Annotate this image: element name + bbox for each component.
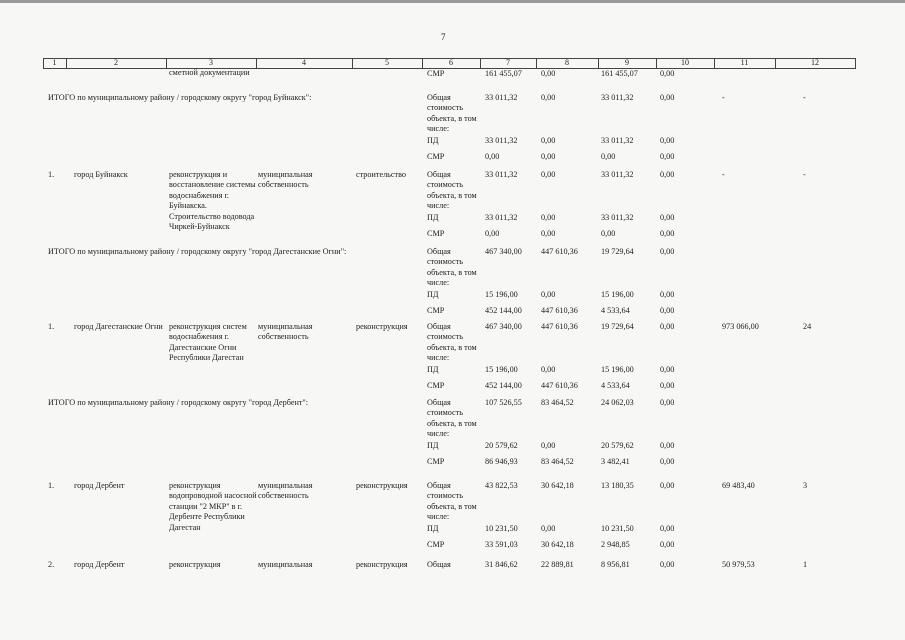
value-cell-v7: 10 231,50 [485, 524, 518, 533]
value-cell-v8: 0,00 [541, 365, 556, 374]
value-cell-v12: 3 [803, 481, 808, 490]
scan-top-edge [0, 0, 905, 3]
continued-cell-v9: 161 455,07 [601, 69, 638, 78]
cost-line-label: СМР [427, 229, 445, 238]
value-cell-v9: 0,00 [601, 229, 616, 238]
value-cell-v7: 33 591,03 [485, 540, 518, 549]
value-cell-v9: 33 011,32 [601, 136, 634, 145]
value-cell-v10: 0,00 [660, 170, 675, 179]
item-ownership: муниципальная собственность [258, 322, 313, 342]
cost-line-label: ПД [427, 213, 439, 222]
item-number: 2. [48, 560, 55, 569]
value-cell-v10: 0,00 [660, 152, 675, 161]
value-cell-v8: 447 610,36 [541, 381, 578, 390]
value-cell-v9: 15 196,00 [601, 365, 634, 374]
value-cell-v8: 0,00 [541, 524, 556, 533]
value-cell-v10: 0,00 [660, 136, 675, 145]
value-cell-v7: 107 526,55 [485, 398, 522, 407]
value-cell-v8: 0,00 [541, 170, 556, 179]
value-cell-v9: 4 533,64 [601, 381, 630, 390]
item-number: 1. [48, 322, 55, 331]
value-cell-v12: 1 [803, 560, 808, 569]
value-cell-v7: 33 011,32 [485, 213, 518, 222]
column-number-cell: 12 [811, 58, 819, 67]
item-city: город Буйнакск [74, 170, 128, 179]
value-cell-v9: 19 729,64 [601, 322, 634, 331]
cost-line-label: ПД [427, 365, 439, 374]
column-number-cell: 2 [114, 58, 118, 67]
value-cell-v7: 43 822,53 [485, 481, 518, 490]
value-cell-v9: 3 482,41 [601, 457, 630, 466]
value-cell-v10: 0,00 [660, 365, 675, 374]
cost-line-label: Общая стоимость объекта, в том числе: [427, 93, 477, 134]
value-cell-v9: 24 062,03 [601, 398, 634, 407]
item-ownership: муниципальная собственность [258, 170, 313, 190]
item-work-type: реконструкция [356, 481, 408, 490]
cost-line-label: СМР [427, 152, 445, 161]
item-name: реконструкция водопроводной насосной станции "2 МКР" в г. Дербенте Республики Дагестан [169, 481, 257, 532]
value-cell-v11: 973 066,00 [722, 322, 759, 331]
value-cell-v7: 15 196,00 [485, 365, 518, 374]
value-cell-v8: 447 610,36 [541, 306, 578, 315]
item-ownership: муниципальная [258, 560, 313, 569]
value-cell-v10: 0,00 [660, 290, 675, 299]
item-city: город Дагестанские Огни [74, 322, 163, 331]
value-cell-v8: 83 464,52 [541, 398, 574, 407]
cost-line-label: СМР [427, 381, 445, 390]
value-cell-v8: 447 610,36 [541, 322, 578, 331]
cost-line-label: Общая стоимость объекта, в том числе: [427, 481, 477, 522]
column-number-cell: 11 [740, 58, 749, 67]
cost-line-label: ПД [427, 441, 439, 450]
value-cell-v9: 13 180,35 [601, 481, 634, 490]
value-cell-v12: - [803, 93, 806, 102]
value-cell-v7: 20 579,62 [485, 441, 518, 450]
value-cell-v10: 0,00 [660, 441, 675, 450]
header-bottom-rule [43, 68, 855, 69]
value-cell-v9: 15 196,00 [601, 290, 634, 299]
item-number: 1. [48, 170, 55, 179]
cost-line-label: СМР [427, 540, 445, 549]
value-cell-v9: 33 011,32 [601, 93, 634, 102]
value-cell-v10: 0,00 [660, 229, 675, 238]
value-cell-v7: 467 340,00 [485, 247, 522, 256]
value-cell-v11: 69 483,40 [722, 481, 755, 490]
cost-line-label: ПД [427, 524, 439, 533]
cost-line-label: ПД [427, 136, 439, 145]
continued-cell-label: СМР [427, 69, 445, 78]
value-cell-v8: 83 464,52 [541, 457, 574, 466]
value-cell-v9: 10 231,50 [601, 524, 634, 533]
value-cell-v8: 0,00 [541, 213, 556, 222]
value-cell-v10: 0,00 [660, 481, 675, 490]
value-cell-v9: 33 011,32 [601, 170, 634, 179]
column-number-cell: 7 [506, 58, 510, 67]
item-work-type: реконструкция [356, 322, 408, 331]
cost-line-label: ПД [427, 290, 439, 299]
value-cell-v10: 0,00 [660, 93, 675, 102]
value-cell-v8: 30 642,18 [541, 540, 574, 549]
item-ownership: муниципальная собственность [258, 481, 313, 501]
itogo-row-label: ИТОГО по муниципальному району / городскому округу "город Дагестанские Огни": [48, 247, 347, 256]
column-number-cell: 6 [449, 58, 453, 67]
value-cell-v7: 0,00 [485, 229, 500, 238]
value-cell-v8: 0,00 [541, 229, 556, 238]
continued-cell-v7: 161 455,07 [485, 69, 522, 78]
cost-line-label: Общая стоимость объекта, в том числе: [427, 247, 477, 288]
cost-line-label: СМР [427, 457, 445, 466]
continued-cell-v10: 0,00 [660, 69, 675, 78]
value-cell-v7: 15 196,00 [485, 290, 518, 299]
cost-line-label: Общая стоимость объекта, в том числе: [427, 398, 477, 439]
value-cell-v8: 447 610,36 [541, 247, 578, 256]
itogo-row-label: ИТОГО по муниципальному району / городскому округу "город Буйнакск": [48, 93, 312, 102]
value-cell-v10: 0,00 [660, 524, 675, 533]
value-cell-v10: 0,00 [660, 457, 675, 466]
item-name: реконструкция [169, 560, 221, 569]
value-cell-v8: 0,00 [541, 152, 556, 161]
value-cell-v10: 0,00 [660, 306, 675, 315]
column-number-cell: 1 [52, 58, 57, 67]
value-cell-v12: - [803, 170, 806, 179]
value-cell-v10: 0,00 [660, 247, 675, 256]
value-cell-v7: 33 011,32 [485, 93, 518, 102]
cost-line-label: Общая [427, 560, 451, 569]
column-number-cell: 5 [385, 58, 389, 67]
column-number-cell: 4 [302, 58, 306, 67]
cost-line-label: Общая стоимость объекта, в том числе: [427, 322, 477, 363]
value-cell-v9: 20 579,62 [601, 441, 634, 450]
value-cell-v8: 0,00 [541, 290, 556, 299]
value-cell-v10: 0,00 [660, 540, 675, 549]
column-number-cell: 8 [565, 58, 569, 67]
cost-line-label: СМР [427, 306, 445, 315]
value-cell-v9: 2 948,85 [601, 540, 630, 549]
value-cell-v10: 0,00 [660, 398, 675, 407]
itogo-row-label: ИТОГО по муниципальному району / городскому округу "город Дербент": [48, 398, 309, 407]
value-cell-v9: 19 729,64 [601, 247, 634, 256]
value-cell-v10: 0,00 [660, 560, 675, 569]
value-cell-v10: 0,00 [660, 381, 675, 390]
value-cell-v7: 31 846,62 [485, 560, 518, 569]
value-cell-v9: 8 956,81 [601, 560, 630, 569]
value-cell-v9: 4 533,64 [601, 306, 630, 315]
header-column-divider [855, 58, 856, 69]
value-cell-v7: 33 011,32 [485, 170, 518, 179]
item-number: 1. [48, 481, 55, 490]
value-cell-v7: 86 946,93 [485, 457, 518, 466]
value-cell-v8: 0,00 [541, 441, 556, 450]
item-work-type: реконструкция [356, 560, 408, 569]
item-city: город Дербент [74, 481, 125, 490]
value-cell-v8: 22 889,81 [541, 560, 574, 569]
value-cell-v11: 50 979,53 [722, 560, 755, 569]
item-name: реконструкция и восстановление системы водоснабжения г. Буйнакска. Строительство водовода Чиркей-Буйнакск [169, 170, 256, 232]
column-number-cell: 9 [625, 58, 629, 67]
value-cell-v9: 0,00 [601, 152, 616, 161]
value-cell-v7: 452 144,00 [485, 381, 522, 390]
column-number-cell: 10 [681, 58, 689, 67]
item-work-type: строительство [356, 170, 407, 179]
page-number: 7 [441, 32, 446, 42]
value-cell-v11: - [722, 170, 725, 179]
column-number-cell: 3 [209, 58, 213, 67]
item-city: город Дербент [74, 560, 125, 569]
value-cell-v8: 0,00 [541, 136, 556, 145]
item-name: реконструкция систем водоснабжения г. Дагестанские Огни Республики Дагестан [169, 322, 247, 363]
continued-name-tail: сметной документации [169, 68, 250, 77]
continued-cell-v8: 0,00 [541, 69, 556, 78]
value-cell-v10: 0,00 [660, 322, 675, 331]
value-cell-v7: 33 011,32 [485, 136, 518, 145]
value-cell-v8: 0,00 [541, 93, 556, 102]
value-cell-v11: - [722, 93, 725, 102]
value-cell-v8: 30 642,18 [541, 481, 574, 490]
value-cell-v12: 24 [803, 322, 812, 331]
value-cell-v7: 0,00 [485, 152, 500, 161]
cost-line-label: Общая стоимость объекта, в том числе: [427, 170, 477, 211]
value-cell-v7: 467 340,00 [485, 322, 522, 331]
value-cell-v10: 0,00 [660, 213, 675, 222]
value-cell-v9: 33 011,32 [601, 213, 634, 222]
value-cell-v7: 452 144,00 [485, 306, 522, 315]
